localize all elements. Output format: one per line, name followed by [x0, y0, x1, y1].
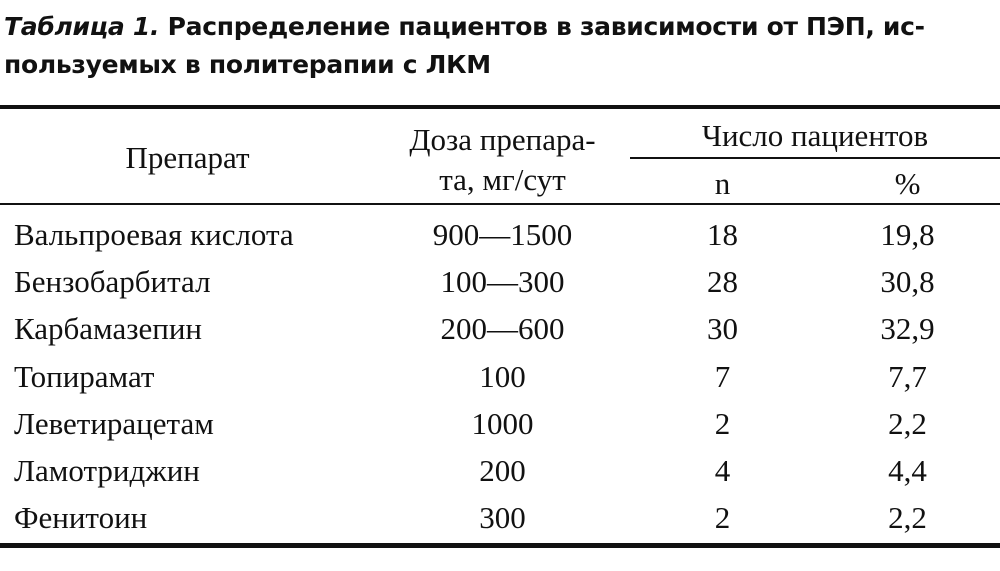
cell-percent: 4,4 — [888, 452, 927, 488]
cell-drug: Вальпроевая кислота — [14, 217, 294, 252]
table-row — [0, 260, 1000, 307]
cell-percent: 30,8 — [880, 264, 935, 300]
cell-percent: 2,2 — [888, 500, 927, 536]
table-row — [0, 307, 1000, 354]
cell-dose: 1000 — [471, 405, 534, 441]
table-row — [0, 496, 1000, 543]
cell-dose: 900—1500 — [432, 217, 573, 252]
table-row — [0, 213, 1000, 260]
cell-n: 30 — [707, 311, 738, 347]
cell-dose: 100 — [479, 358, 526, 394]
cell-n: 2 — [714, 405, 731, 441]
cell-drug: Ламотриджин — [14, 452, 200, 488]
cell-percent: 7,7 — [888, 358, 927, 394]
table-top-rule — [0, 105, 1000, 109]
table-row — [0, 402, 1000, 449]
header-dose-line1: Доза препара- — [409, 122, 596, 157]
cell-n: 7 — [714, 358, 731, 394]
cell-drug: Леветирацетам — [14, 405, 214, 441]
cell-percent: 2,2 — [888, 405, 927, 441]
cell-dose: 300 — [479, 500, 526, 536]
cell-dose: 200 — [479, 452, 526, 488]
cell-drug: Топирамат — [14, 358, 155, 394]
cell-drug: Фенитоин — [14, 500, 148, 536]
cell-drug: Карбамазепин — [14, 311, 202, 347]
cell-percent: 19,8 — [880, 217, 935, 252]
cell-n: 28 — [707, 264, 738, 300]
header-dose — [375, 120, 630, 200]
header-group-rule — [630, 157, 1000, 159]
header-percent: % — [894, 166, 921, 201]
table-body — [0, 213, 1000, 543]
header-patients: Число пациентов — [701, 118, 929, 153]
cell-n: 4 — [714, 452, 731, 488]
caption-text-line1: Распределение пациентов в зависимости от ПЭП, ис- — [167, 12, 925, 41]
caption-label: Таблица 1. — [4, 12, 160, 41]
cell-n: 2 — [714, 500, 731, 536]
table-row — [0, 355, 1000, 402]
header-bottom-rule — [0, 203, 1000, 205]
caption-text-line2: пользуемых в политерапии с ЛКМ — [4, 50, 491, 79]
cell-dose: 200—600 — [440, 311, 565, 347]
table-row — [0, 449, 1000, 496]
header-drug: Препарат — [125, 140, 250, 175]
cell-dose: 100—300 — [440, 264, 565, 300]
header-dose-line2: та, мг/сут — [439, 162, 566, 197]
table-caption — [4, 8, 996, 84]
header-n: n — [714, 166, 731, 201]
table-bottom-rule — [0, 543, 1000, 548]
cell-n: 18 — [707, 217, 738, 252]
cell-percent: 32,9 — [880, 311, 935, 347]
cell-drug: Бензобарбитал — [14, 264, 211, 300]
